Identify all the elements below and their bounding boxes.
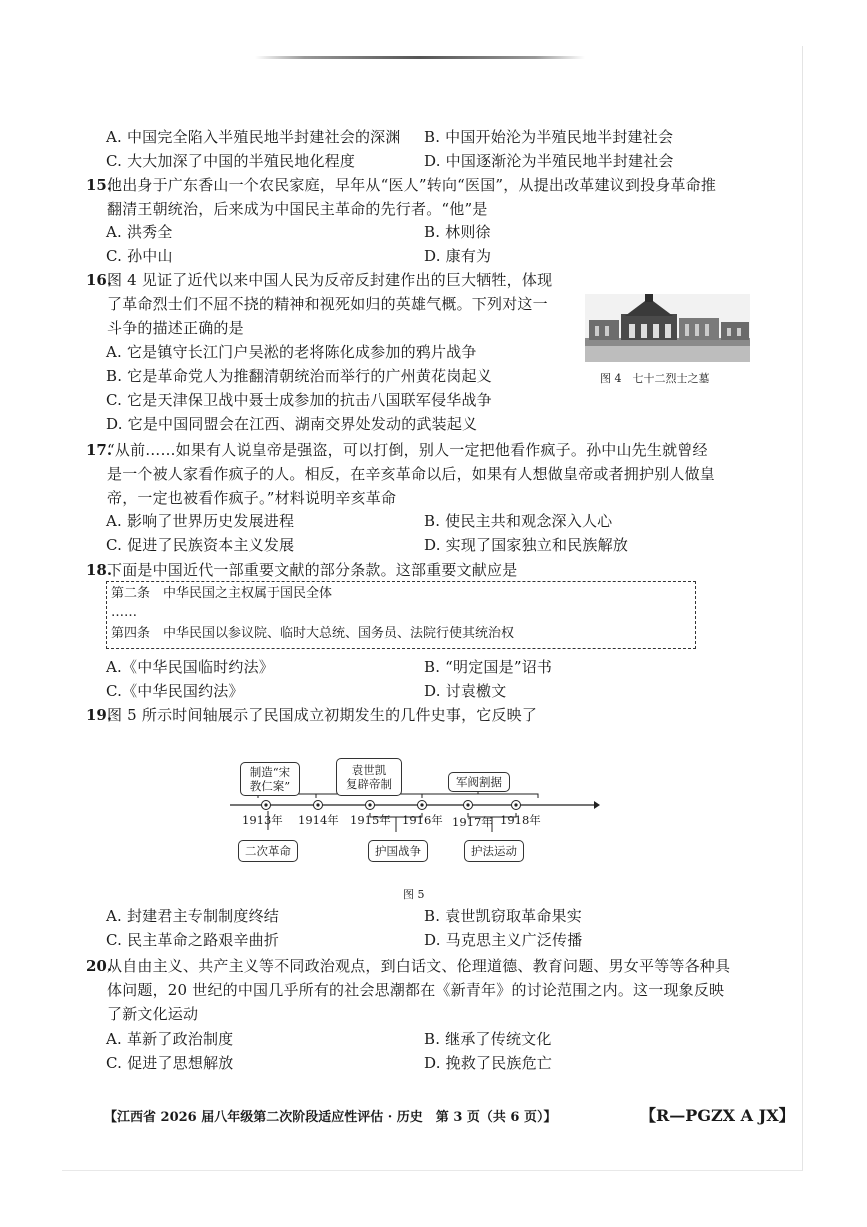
q16-number: 16. — [86, 271, 113, 289]
q19-option-c: C. 民主革命之路艰辛曲折 — [106, 931, 280, 949]
event-song-line1: 制造“宋 — [249, 765, 291, 779]
q15-option-b: B. 林则徐 — [424, 223, 491, 241]
q16-option-d: D. 它是中国同盟会在江西、湖南交界处发动的武装起义 — [106, 415, 478, 433]
q18-option-b: B. “明定国是”诏书 — [424, 658, 553, 676]
q16-option-a: A. 它是镇守长江门户吴淞的老将陈化成参加的鸦片战争 — [106, 343, 477, 361]
clause-ellipsis: …… — [111, 605, 137, 620]
q15-stem-line2: 翻清王朝统治，后来成为中国民主革命的先行者。“他”是 — [107, 200, 488, 218]
q17-stem-line2: 是一个被人家看作疯子的人。相反，在辛亥革命以后，如果有人想做皇帝或者拥护别人做皇 — [107, 465, 716, 483]
q17-option-a: A. 影响了世界历史发展进程 — [106, 512, 295, 530]
q16-option-c: C. 它是天津保卫战中聂士成参加的抗击八国联军侵华战争 — [106, 391, 492, 409]
figure-4-caption: 图 4 七十二烈士之墓 — [600, 372, 710, 385]
q17-option-d: D. 实现了国家独立和民族解放 — [424, 536, 629, 554]
clause-article-4: 第四条 中华民国以参议院、临时大总统、国务员、法院行使其统治权 — [111, 626, 515, 641]
q20-stem-line2: 体问题，20 世纪的中国几乎所有的社会思潮都在《新青年》的讨论范围之内。这一现象反映 — [107, 981, 725, 999]
footer-exam-info: 【江西省 2026 届八年级第二次阶段适应性评估 · 历史 第 3 页（共 6 页）】 — [104, 1110, 557, 1125]
q17-number: 17. — [86, 441, 113, 459]
q18-option-c: C.《中华民国约法》 — [106, 682, 244, 700]
year-1917: 1917年 — [452, 815, 493, 829]
event-song-jiaoren-case — [240, 762, 300, 796]
q15-option-c: C. 孙中山 — [106, 247, 173, 265]
q16-stem-line2: 了革命烈士们不屈不挠的精神和视死如归的英雄气概。下列对这一 — [107, 295, 548, 313]
q20-stem-line3: 了新文化运动 — [107, 1005, 199, 1023]
q14-option-b: B. 中国开始沦为半殖民地半封建社会 — [424, 128, 674, 146]
q14-option-d: D. 中国逐渐沦为半殖民地半封建社会 — [424, 152, 674, 170]
q17-option-c: C. 促进了民族资本主义发展 — [106, 536, 295, 554]
q17-stem-line1: “从前……如果有人说皇帝是强盗，可以打倒，别人一定把他看作疯子。孙中山先生就曾经 — [107, 441, 708, 459]
year-1918: 1918年 — [500, 813, 541, 827]
year-1915: 1915年 — [350, 813, 391, 827]
figure-4-tomb-photo — [585, 294, 750, 362]
clause-article-2: 第二条 中华民国之主权属于国民全体 — [111, 586, 333, 601]
q17-stem-line3: 帝，一定也被看作疯子。”材料说明辛亥革命 — [107, 489, 397, 507]
figure-5-timeline — [228, 758, 600, 868]
q17-option-b: B. 使民主共和观念深入人心 — [424, 512, 613, 530]
event-yuan-line1: 袁世凯 — [351, 763, 387, 777]
q18-option-a: A.《中华民国临时约法》 — [106, 658, 275, 676]
figure-5-caption: 图 5 — [403, 888, 425, 901]
footer-code: 【R—PGZX A JX】 — [640, 1106, 795, 1125]
event-yuan-restoration — [336, 758, 402, 796]
q19-stem: 图 5 所示时间轴展示了民国成立初期发生的几件史事，它反映了 — [107, 706, 538, 724]
q19-option-d: D. 马克思主义广泛传播 — [424, 931, 583, 949]
event-national-protection-war: 护国战争 — [368, 840, 428, 862]
q16-stem-line1: 图 4 见证了近代以来中国人民为反帝反封建作出的巨大牺牲，体现 — [107, 271, 553, 289]
q18-number: 18. — [86, 561, 113, 579]
event-yuan-line2: 复辟帝制 — [346, 777, 392, 791]
q14-option-a: A. 中国完全陷入半殖民地半封建社会的深渊 — [106, 128, 401, 146]
q15-stem-line1: 他出身于广东香山一个农民家庭，早年从“医人”转向“医国”，从提出改革建议到投身革命推 — [107, 176, 717, 194]
q20-option-c: C. 促进了思想解放 — [106, 1054, 234, 1072]
q15-number: 15. — [86, 176, 113, 194]
q20-stem-line1: 从自由主义、共产主义等不同政治观点，到白话文、伦理道德、教育问题、男女平等等各种具 — [107, 957, 731, 975]
q20-option-b: B. 继承了传统文化 — [424, 1030, 552, 1048]
document-clauses-box — [106, 581, 696, 649]
q20-option-a: A. 革新了政治制度 — [106, 1030, 234, 1048]
scan-smudge — [255, 56, 585, 59]
q14-option-c: C. 大大加深了中国的半殖民地化程度 — [106, 152, 356, 170]
year-1913: 1913年 — [242, 813, 283, 827]
event-second-revolution: 二次革命 — [238, 840, 298, 862]
event-song-line2: 教仁案” — [249, 779, 291, 793]
q16-stem-line3: 斗争的描述正确的是 — [107, 319, 244, 337]
q15-option-a: A. 洪秀全 — [106, 223, 173, 241]
q19-option-b: B. 袁世凯窃取革命果实 — [424, 907, 582, 925]
q20-number: 20. — [86, 957, 113, 975]
event-warlord-separatism: 军阀割据 — [448, 772, 510, 792]
q16-option-b: B. 它是革命党人为推翻清朝统治而举行的广州黄花岗起义 — [106, 367, 492, 385]
q18-option-d: D. 讨袁檄文 — [424, 682, 507, 700]
q18-stem: 下面是中国近代一部重要文献的部分条款。这部重要文献应是 — [107, 561, 518, 579]
year-1916: 1916年 — [402, 813, 443, 827]
q15-option-d: D. 康有为 — [424, 247, 492, 265]
q19-number: 19. — [86, 706, 113, 724]
q19-option-a: A. 封建君主专制制度终结 — [106, 907, 279, 925]
year-1914: 1914年 — [298, 813, 339, 827]
event-constitution-protection: 护法运动 — [464, 840, 524, 862]
q20-option-d: D. 挽救了民族危亡 — [424, 1054, 553, 1072]
